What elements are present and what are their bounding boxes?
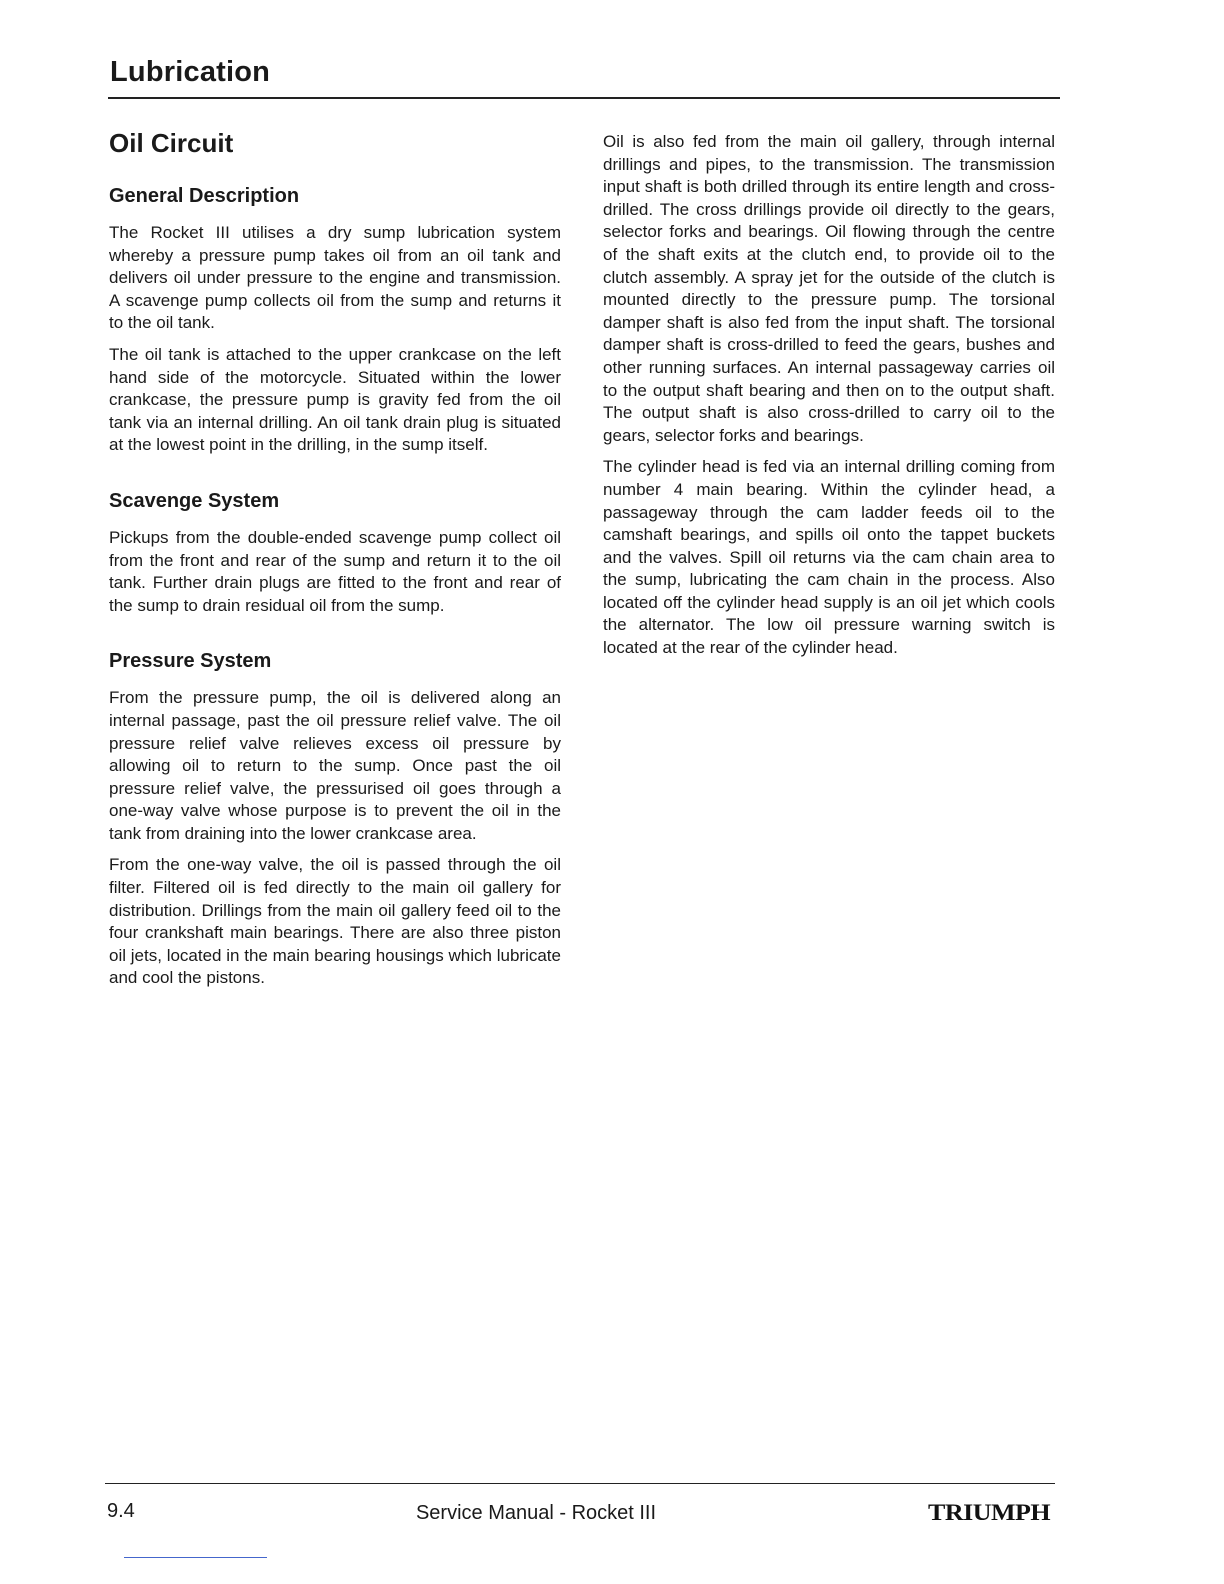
header-rule — [108, 97, 1060, 99]
scan-artifact-line — [124, 1557, 267, 1558]
pressure-system-heading: Pressure System — [109, 650, 272, 673]
footer-rule — [105, 1483, 1055, 1484]
left-column — [109, 120, 561, 999]
section-title: Oil Circuit — [109, 128, 234, 158]
triumph-logo: TRIUMPH — [928, 1499, 1051, 1526]
general-paragraph-1: The Rocket III utilises a dry sump lubrication system whereby a pressure pump takes oil from an oil tank and delivers oil under pressure to the engine and transmission. A scavenge pump collects oil from the sump and returns it to the oil tank. — [109, 223, 561, 333]
pressure-paragraph-1: From the pressure pump, the oil is delivered along an internal passage, past the oil pressure relief valve. The oil pressure relief valve relieves excess oil pressure by allowing oil to return to the sump. Once past the oil pressure relief valve, the pressurised oil goes through a one-way valve whose purpose is to prevent the oil in the tank from draining into the lower crankcase area. — [109, 688, 561, 843]
spacer — [109, 466, 561, 490]
scavenge-system-heading: Scavenge System — [109, 489, 280, 512]
cylinder-head-paragraph: The cylinder head is fed via an internal drilling coming from number 4 main bearing. Within the cylinder head, a passageway through the cam ladder feeds oil to the camshaft bearings, and spills oil onto the tappet buckets and the valves. Spill oil returns via the cam chain area to the sump, lubricating the cam chain in the process. Also located off the cylinder head supply is an oil jet which cools the alternator. The low oil pressure warning switch is located at the rear of the cylinder head. — [603, 457, 1055, 658]
general-paragraph-2: The oil tank is attached to the upper crankcase on the left hand side of the motorcycle. Situated within the lower crankcase, the pressure pump is gravity fed from the oil tank via an internal drilling. An oil tank drain plug is situated at the lowest point in the drilling, in the sump itself. — [109, 344, 561, 455]
general-description-heading: General Description — [109, 185, 300, 207]
pressure-paragraph-2: From the one-way valve, the oil is passed through the oil filter. Filtered oil is fed directly to the main oil gallery for distribution. Drillings from the main oil gallery feed oil to the four crankshaft main bearings. There are also three piston oil jets, located in the main bearing housings which lubricate and cool the pistons. — [109, 855, 561, 988]
page-number: 9.4 — [107, 1500, 135, 1522]
manual-title: Service Manual - Rocket III — [415, 1502, 657, 1524]
transmission-paragraph: Oil is also fed from the main oil gallery, through internal drillings and pipes, to the transmission. The transmission input shaft is both drilled through its entire length and cross-drilled. The cross drillings provide oil directly to the gears, selector forks and bearings. Oil flowing through the centre of the shaft exits at the clutch end, to provide oil to the clutch assembly. A spray jet for the outside of the clutch is mounted directly to the pressure pump. The torsional damper shaft is also fed from the input shaft. The torsional damper shaft is cross-drilled to feed the gears, bushes and other running surfaces. An internal passageway carries oil to the output shaft bearing and then on to the output shaft. The output shaft is also cross-drilled to carry oil to the gears, selector forks and bearings. — [603, 132, 1055, 445]
scavenge-paragraph-1: Pickups from the double-ended scavenge pump collect oil from the front and rear of the sump and return it to the oil tank. Further drain plugs are fitted to the front and rear of the sump to drain residual oil from the sump. — [109, 527, 561, 615]
chapter-title: Lubrication — [110, 56, 271, 88]
spacer — [109, 626, 561, 650]
right-column — [603, 131, 1055, 669]
